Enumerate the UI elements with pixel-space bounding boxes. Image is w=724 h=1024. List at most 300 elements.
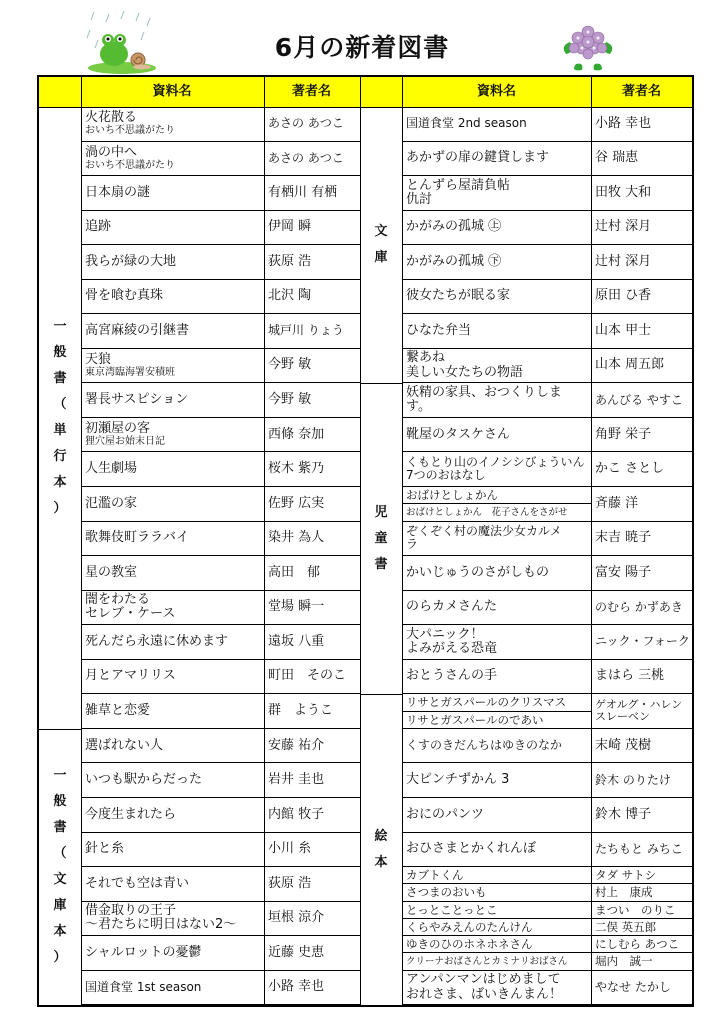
- author-name: 町田 そのこ: [268, 668, 347, 684]
- category-separator: [360, 694, 402, 695]
- book-title: 選ばれない人: [85, 737, 164, 753]
- category-char: 文: [53, 872, 67, 888]
- author-cell: [264, 867, 360, 902]
- book-title-cell: [81, 211, 264, 246]
- book-title-wrap: [85, 289, 163, 303]
- category-char: 本: [53, 474, 67, 490]
- author-name: 富安 陽子: [595, 564, 652, 580]
- book-title: かがみの孤城 ㊦: [406, 253, 502, 269]
- book-title-line2: 7つのおはなし: [406, 468, 486, 483]
- category-char: 書: [53, 370, 67, 386]
- book-title: 星の教室: [85, 564, 138, 580]
- book-title: 追跡: [85, 219, 112, 235]
- book-title-wrap: [406, 669, 497, 683]
- book-title: 妖精の家具、おつくりしま: [406, 384, 562, 400]
- book-title-wrap: [85, 462, 137, 476]
- book-title: さつまのおいも: [406, 885, 487, 900]
- book-title-wrap: [85, 422, 165, 447]
- book-title-wrap: [406, 179, 510, 208]
- author-name: 染井 為人: [268, 530, 325, 546]
- category-paperback: [360, 107, 402, 383]
- book-title-cell: [81, 798, 264, 833]
- book-title-cell: [81, 833, 264, 868]
- book-title: いつも駅からだった: [85, 772, 203, 788]
- category-char: 庫: [374, 250, 388, 266]
- book-title: 死んだら永遠に休めます: [85, 633, 229, 649]
- author-cell: [591, 142, 692, 177]
- book-title-cell: [402, 142, 591, 177]
- book-title-wrap: [406, 600, 497, 614]
- book-title-cell: [402, 833, 591, 868]
- book-title: ひなた弁当: [406, 322, 472, 338]
- book-title-wrap: [85, 393, 188, 407]
- book-title: 雑草と恋愛: [85, 702, 151, 718]
- author-cell: [591, 556, 692, 591]
- category-char: 児: [374, 504, 388, 520]
- book-title-cell: [402, 902, 591, 937]
- frog-in-rain-icon: [84, 10, 160, 76]
- book-title-cell: [402, 971, 591, 1006]
- author-name: 角野 栄子: [595, 426, 652, 442]
- author-cell: [591, 867, 692, 902]
- book-title: 闇をわたる: [85, 592, 151, 608]
- new-books-table: [37, 75, 694, 1007]
- book-title: 繋あね: [406, 350, 446, 366]
- book-title-wrap: [406, 739, 562, 752]
- author-name: 鈴木 博子: [595, 806, 652, 822]
- book-title: のらカメさんた: [406, 599, 498, 615]
- author-cell: [264, 660, 360, 695]
- book-title: ゆきのひのホネホネさん: [402, 936, 591, 953]
- author-cell: [264, 936, 360, 971]
- book-title-cell: [402, 694, 591, 729]
- book-subtitle: おいち不思議がたり: [85, 159, 175, 171]
- book-title-cell: [402, 556, 591, 591]
- book-title-cell: [402, 107, 591, 142]
- author-name: 辻村 深月: [595, 219, 652, 235]
- category-char: 文: [374, 224, 388, 240]
- category-children: [360, 383, 402, 694]
- book-subtitle: 東京湾臨海署安積班: [85, 367, 175, 379]
- book-title-cell: [402, 660, 591, 695]
- author-cell: [591, 522, 692, 557]
- author-name: 高田 郁: [268, 564, 321, 580]
- book-title-cell: [81, 902, 264, 937]
- book-title-cell: [81, 245, 264, 280]
- category-char: ）: [53, 950, 67, 966]
- book-title: 日本扇の謎: [85, 184, 151, 200]
- author-name: ニック・フォーク: [595, 634, 690, 649]
- book-title: 大ピンチずかん 3: [406, 772, 510, 788]
- book-title-cell: [402, 349, 591, 384]
- book-title: 彼女たちが眠る家: [406, 288, 511, 304]
- book-title-cell: [81, 453, 264, 488]
- book-title-wrap: [406, 428, 510, 442]
- author-name: まはら 三桃: [595, 668, 665, 684]
- book-title: とっとことっとこ: [402, 902, 591, 919]
- category-char: 書: [374, 556, 388, 572]
- book-title-wrap: [85, 531, 189, 545]
- author-name: 西條 奈加: [268, 426, 325, 442]
- book-title-cell: [81, 522, 264, 557]
- author-name: 小路 幸也: [595, 115, 652, 131]
- author-cell: [264, 522, 360, 557]
- author-cell: [591, 729, 692, 764]
- book-title-wrap: [406, 117, 527, 130]
- category-general-paperback: [39, 729, 81, 1005]
- book-title: 国道食堂 1st season: [85, 979, 202, 994]
- hydrangea-icon: [556, 18, 620, 74]
- book-title-wrap: [406, 255, 501, 269]
- header-author-right: 著者名: [621, 84, 661, 99]
- author-name: 村上 康成: [595, 885, 653, 900]
- author-name: たちもと みちこ: [595, 841, 683, 856]
- header-name-right: 資料名: [476, 84, 516, 99]
- author-cell: [591, 107, 692, 142]
- book-title-cell: [402, 591, 591, 626]
- book-title-cell: [402, 176, 591, 211]
- book-title-wrap: [85, 324, 189, 338]
- book-title-line2: す。: [406, 399, 431, 415]
- book-title: くすのきだんちはゆきのなか: [406, 738, 563, 753]
- author-cell: [264, 211, 360, 246]
- book-title-wrap: [85, 353, 175, 378]
- book-title: 靴屋のタスケさん: [406, 426, 511, 442]
- book-title-cell: [81, 694, 264, 729]
- book-title-cell: [402, 798, 591, 833]
- author-cell: [591, 591, 692, 626]
- author-cell: [264, 453, 360, 488]
- author-name: 荻原 浩: [268, 253, 312, 269]
- book-title-cell: [81, 625, 264, 660]
- author-cell: [264, 694, 360, 729]
- book-title-wrap: [85, 635, 228, 649]
- author-name: 山本 甲士: [595, 322, 652, 338]
- author-name: 有栖川 有栖: [268, 184, 338, 200]
- author-name: にしむら あつこ: [591, 936, 692, 953]
- author-name: 鈴木 のりたけ: [595, 772, 671, 787]
- author-name: 斉藤 洋: [595, 495, 639, 511]
- book-title-line2: ～君たちに明日はない2～: [85, 917, 237, 933]
- author-cell: [264, 833, 360, 868]
- book-title: カブトくん: [402, 867, 591, 884]
- book-title-wrap: [406, 842, 536, 856]
- book-subtitle: おいち不思議がたり: [85, 125, 175, 137]
- book-title-wrap: [85, 669, 176, 683]
- book-title-wrap: [406, 220, 501, 234]
- category-separator: [360, 383, 402, 384]
- category-char: 般: [53, 794, 67, 810]
- book-title-wrap: [85, 808, 176, 822]
- author-cell: [591, 314, 692, 349]
- book-title: シャルロットの憂鬱: [85, 944, 202, 960]
- author-cell: [264, 107, 360, 142]
- author-name: 群 ようこ: [268, 702, 334, 718]
- book-title-cell: [402, 383, 591, 418]
- author-name: 末崎 茂樹: [595, 737, 652, 753]
- book-title: 人生劇場: [85, 461, 138, 477]
- book-title: 借金取りの王子: [85, 903, 177, 919]
- book-title-cell: [402, 211, 591, 246]
- book-title-line2: よみがえる恐竜: [406, 641, 498, 657]
- book-title-wrap: [85, 111, 175, 136]
- book-title: おばけとしょかん: [402, 487, 591, 504]
- book-title: リサとガスパールのであい: [406, 712, 544, 727]
- book-title-wrap: [406, 808, 484, 822]
- author-name: のむら かずあき: [595, 599, 683, 614]
- category-char: ）: [53, 500, 67, 516]
- author-name: ゲオルグ・ハレンスレーベン: [595, 698, 683, 724]
- book-title-wrap: [406, 973, 562, 1002]
- book-title-wrap: [85, 877, 189, 891]
- author-cell: [264, 418, 360, 453]
- author-cell: [591, 349, 692, 384]
- book-title: おとうさんの手: [406, 668, 498, 684]
- author-cell: [591, 763, 692, 798]
- book-title-cell: [81, 418, 264, 453]
- header-name-left: 資料名: [152, 84, 192, 99]
- author-name: 山本 周五郎: [595, 357, 665, 373]
- author-cell: [591, 694, 692, 729]
- book-title: くらやみえんのたんけん: [406, 919, 533, 934]
- book-title-cell: [81, 349, 264, 384]
- book-title: 針と糸: [85, 841, 125, 857]
- book-title: 火花散る: [85, 110, 138, 126]
- book-title-wrap: [85, 497, 137, 511]
- book-title: 我らが緑の大地: [85, 253, 177, 269]
- book-title-cell: [81, 142, 264, 177]
- author-name: 岩井 圭也: [268, 772, 325, 788]
- author-cell: [264, 314, 360, 349]
- author-name: 小川 糸: [268, 841, 312, 857]
- author-cell: [264, 971, 360, 1006]
- book-title: クリーナおばさんとカミナリおばさん: [406, 956, 568, 968]
- book-title-wrap: [85, 773, 202, 787]
- book-title: 高宮麻綾の引継書: [85, 322, 190, 338]
- author-cell: [264, 763, 360, 798]
- author-name: 今野 敏: [268, 392, 312, 408]
- book-title-wrap: [406, 386, 562, 415]
- book-title: 歌舞伎町ララバイ: [85, 530, 190, 546]
- book-title-cell: [402, 280, 591, 315]
- author-name: 荻原 浩: [268, 875, 312, 891]
- page-title: 6月の新着図書: [274, 33, 450, 62]
- author-cell: [591, 176, 692, 211]
- author-name: 原田 ひ香: [595, 288, 652, 304]
- book-title-wrap: [406, 525, 562, 551]
- book-title-wrap: [406, 351, 523, 380]
- author-cell: [591, 280, 692, 315]
- author-cell: [264, 142, 360, 177]
- book-title-cell: [81, 107, 264, 142]
- book-title-cell: [402, 314, 591, 349]
- author-cell: [264, 591, 360, 626]
- book-title-cell: [81, 867, 264, 902]
- book-title-wrap: [85, 186, 150, 200]
- book-title-cell: [81, 383, 264, 418]
- category-char: 般: [53, 344, 67, 360]
- author-cell: [264, 383, 360, 418]
- author-cell: [591, 211, 692, 246]
- category-char: 一: [53, 318, 67, 334]
- book-title-wrap: [406, 324, 471, 338]
- book-title: くもとり山のイノシシびょういん: [406, 455, 585, 470]
- category-char: 一: [53, 768, 67, 784]
- book-title-wrap: [85, 842, 124, 856]
- author-cell: [264, 625, 360, 660]
- book-title-wrap: [406, 773, 509, 787]
- category-char: 庫: [53, 898, 67, 914]
- author-name: あさの あつこ: [268, 116, 344, 131]
- book-title: おばけとしょかん 花子さんをさがせ: [406, 507, 568, 519]
- header-author-left: 著者名: [291, 84, 331, 99]
- book-title-cell: [81, 487, 264, 522]
- author-name: 小路 幸也: [268, 979, 325, 995]
- book-title-wrap: [406, 151, 549, 165]
- author-cell: [264, 798, 360, 833]
- book-title-cell: [81, 660, 264, 695]
- book-title-wrap: [85, 593, 175, 622]
- author-cell: [264, 349, 360, 384]
- book-title-line2: おれさま、ばいきんまん！: [406, 986, 563, 1002]
- author-name: 堂場 瞬一: [268, 599, 325, 615]
- author-cell: [591, 660, 692, 695]
- author-cell: [591, 902, 692, 937]
- book-title: あかずの扉の鍵貸します: [406, 150, 550, 166]
- author-cell: [591, 625, 692, 660]
- author-name: 城戸川 りょう: [268, 323, 344, 338]
- category-char: 本: [374, 854, 388, 870]
- author-name: やなせ たかし: [595, 979, 671, 994]
- author-cell: [264, 556, 360, 591]
- book-title: 初瀬屋の客: [85, 421, 151, 437]
- author-name: 安藤 祐介: [268, 737, 325, 753]
- author-cell: [591, 418, 692, 453]
- book-title-cell: [81, 729, 264, 764]
- category-char: 童: [374, 530, 388, 546]
- author-name: 田牧 大和: [595, 184, 652, 200]
- author-name: 辻村 深月: [595, 253, 652, 269]
- book-title-cell: [402, 625, 591, 660]
- author-name: 北沢 陶: [268, 288, 312, 304]
- book-title-wrap: [85, 146, 175, 171]
- book-title: おひさまとかくれんぼ: [406, 841, 537, 857]
- book-title-cell: [402, 763, 591, 798]
- book-title-line2: 仇討: [406, 191, 433, 207]
- author-name: あさの あつこ: [268, 150, 344, 165]
- author-name: 佐野 広実: [268, 495, 325, 511]
- book-title: 天狼: [85, 351, 112, 367]
- book-title-cell: [81, 971, 264, 1006]
- author-name: あんびる やすこ: [595, 392, 683, 407]
- book-title-line2: セレブ・ケース: [85, 606, 176, 622]
- author-name: 堀内 誠一: [595, 954, 653, 969]
- book-title: ぞくぞく村の魔法少女カルメ: [406, 524, 562, 539]
- author-cell: [264, 729, 360, 764]
- book-title-cell: [81, 280, 264, 315]
- book-title: かいじゅうのさがしもの: [406, 564, 550, 580]
- book-title: 大パニック！: [406, 626, 484, 642]
- category-separator: [39, 729, 81, 730]
- author-name: 近藤 史恵: [268, 944, 325, 960]
- author-cell: [591, 383, 692, 418]
- book-title-cell: [402, 729, 591, 764]
- author-name: 遠坂 八重: [268, 633, 325, 649]
- book-title-cell: [402, 522, 591, 557]
- book-title-wrap: [85, 739, 163, 753]
- author-cell: [264, 245, 360, 280]
- author-cell: [591, 971, 692, 1006]
- book-title: 氾濫の家: [85, 495, 138, 511]
- author-cell: [264, 487, 360, 522]
- author-name: かこ さとし: [595, 461, 665, 477]
- book-title-cell: [402, 936, 591, 971]
- book-title-cell: [81, 556, 264, 591]
- book-title-wrap: [406, 289, 510, 303]
- category-char: 絵: [374, 828, 388, 844]
- author-cell: [591, 936, 692, 971]
- author-cell: [591, 487, 692, 522]
- book-title-cell: [81, 314, 264, 349]
- book-title-wrap: [85, 220, 111, 234]
- book-title: 月とアマリリス: [85, 668, 176, 684]
- book-title-cell: [402, 867, 591, 902]
- author-name: 末吉 暁子: [595, 530, 652, 546]
- book-title-cell: [81, 936, 264, 971]
- book-title-wrap: [406, 566, 549, 580]
- author-name: 谷 瑞恵: [595, 150, 639, 166]
- category-picture-books: [360, 694, 402, 1005]
- book-title-wrap: [85, 566, 137, 580]
- book-title-cell: [81, 591, 264, 626]
- book-title-wrap: [406, 456, 585, 482]
- book-title-cell: [402, 487, 591, 522]
- book-title-line2: 美しい女たちの物語: [406, 364, 524, 380]
- author-cell: [591, 245, 692, 280]
- category-char: 行: [53, 448, 67, 464]
- author-name: 垣根 涼介: [268, 910, 325, 926]
- book-title: 国道食堂 2nd season: [406, 116, 527, 131]
- category-char: （: [53, 396, 67, 412]
- book-title-wrap: [85, 981, 201, 994]
- author-cell: [591, 833, 692, 868]
- book-title: アンパンマンはじめまして: [406, 972, 561, 988]
- book-title-cell: [402, 418, 591, 453]
- author-cell: [264, 176, 360, 211]
- book-title-wrap: [406, 628, 497, 657]
- author-name: 二俣 英五郎: [595, 919, 657, 934]
- author-name: タダ サトシ: [591, 867, 692, 884]
- book-title-wrap: [85, 704, 150, 718]
- author-cell: [264, 902, 360, 937]
- book-title: リサとガスパールのクリスマス: [402, 694, 591, 711]
- book-title: それでも空は青い: [85, 875, 190, 891]
- book-title-cell: [402, 453, 591, 488]
- book-subtitle: 狸穴屋お始末日記: [85, 436, 165, 448]
- book-title: かがみの孤城 ㊤: [406, 219, 502, 235]
- book-title: とんずら屋請負帖: [406, 177, 511, 193]
- author-cell: [591, 453, 692, 488]
- author-cell: [264, 280, 360, 315]
- author-name: 内館 牧子: [268, 806, 325, 822]
- category-char: （: [53, 846, 67, 862]
- category-char: 本: [53, 924, 67, 940]
- author-name: まつい のりこ: [591, 902, 692, 919]
- author-name: 伊岡 瞬: [268, 219, 312, 235]
- author-cell: [591, 798, 692, 833]
- book-title-wrap: [85, 946, 201, 960]
- book-title: 渦の中へ: [85, 144, 138, 160]
